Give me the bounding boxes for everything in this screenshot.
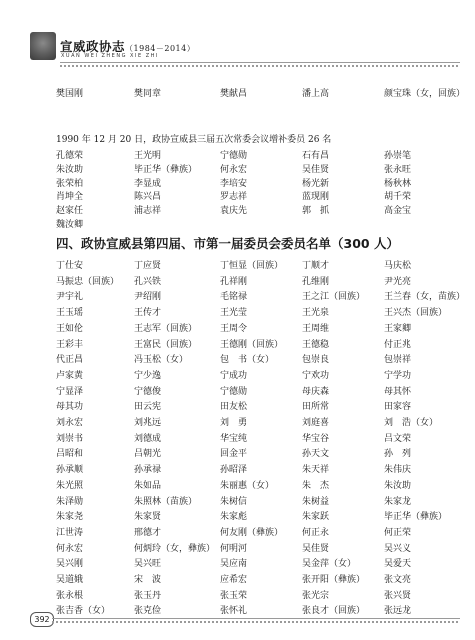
member-name: 张永根 [56, 590, 84, 601]
member-name: 王家卿 [384, 323, 412, 334]
cppcc-emblem-icon [30, 32, 56, 60]
member-name: 母其功 [56, 402, 84, 413]
member-name: 朱泽勋 [56, 496, 84, 507]
member-name: 张吉香（女） [56, 606, 111, 617]
member-name: 王兰春（女，苗族） [384, 292, 466, 303]
member-name: 朱汝助 [56, 164, 84, 175]
member-name: 毕正华（彝族） [384, 512, 448, 523]
member-name: 何永宏 [220, 164, 248, 175]
member-name: 宁少逸 [134, 370, 162, 381]
member-name: 丁恒显（回族） [220, 261, 284, 271]
member-name: 朱丽惠（女） [220, 480, 275, 491]
member-name: 孙昭泽 [220, 465, 248, 476]
member-name: 朱家跃 [302, 512, 330, 523]
name-row [56, 274, 446, 290]
member-name: 颜宝珠（女，回族） [384, 89, 466, 99]
member-name: 刘兆远 [134, 418, 162, 428]
member-name: 潘上高 [302, 89, 330, 99]
member-name: 吕昭和 [56, 449, 84, 460]
member-name: 母庆森 [302, 386, 330, 397]
member-name: 王周维 [302, 323, 330, 334]
member-name: 邢德才 [134, 527, 162, 538]
member-name: 朱家龙 [384, 496, 412, 507]
name-row [56, 572, 446, 588]
member-name: 毕正华（彝族） [134, 164, 198, 175]
name-row [56, 588, 446, 604]
member-name: 马庆松 [384, 261, 412, 271]
member-name: 刘崇书 [56, 433, 84, 444]
member-name: 王德刚（回族） [220, 339, 284, 350]
member-name: 朱 杰 [302, 480, 330, 491]
member-name: 丁仕安 [56, 261, 84, 271]
member-name: 朱树信 [220, 496, 248, 507]
member-name: 华宝纯 [220, 433, 248, 444]
name-row [56, 541, 446, 557]
member-name: 魏汝卿 [56, 220, 84, 230]
member-name: 陈兴昌 [134, 192, 162, 203]
member-name: 李显成 [134, 178, 162, 189]
name-row [56, 368, 446, 384]
member-name: 孙 列 [384, 449, 412, 460]
member-name: 朱光照 [56, 480, 84, 491]
member-name: 宁德勋 [220, 386, 248, 397]
member-name: 丁顺才 [302, 261, 330, 271]
page-header [30, 38, 460, 64]
member-name: 樊献昌 [220, 89, 248, 99]
member-name: 卢家黄 [56, 370, 84, 381]
member-name: 朱天祥 [302, 465, 330, 476]
member-name: 宁学功 [384, 370, 412, 381]
member-name: 应希宏 [220, 575, 248, 585]
book-title: 宣威政协志（1984－2014） [60, 39, 196, 54]
member-name: 吴道娥 [56, 575, 84, 585]
member-name: 胡千荣 [384, 192, 412, 203]
member-name: 高金宝 [384, 206, 412, 217]
member-name: 田所常 [302, 402, 330, 413]
page-footer [30, 612, 460, 626]
name-row [56, 352, 446, 368]
member-name: 华宝谷 [302, 433, 330, 444]
added-members-note: 1990 年 12 月 20 日，政协宣威县三届五次常委会议增补委员 26 名 [56, 135, 332, 145]
member-name: 孙天文 [302, 449, 330, 460]
member-name: 王传才 [134, 308, 162, 319]
member-name: 包崇良 [302, 355, 330, 366]
member-name: 尹宇礼 [56, 292, 84, 303]
member-name: 宁德勋 [220, 151, 248, 161]
member-name: 王周令 [220, 323, 248, 334]
member-name: 张文亮 [384, 575, 412, 585]
name-row [56, 478, 446, 494]
member-name: 回金平 [220, 449, 248, 460]
member-name: 吴应南 [220, 559, 248, 570]
member-name: 王光泉 [302, 308, 330, 319]
member-name: 王光明 [134, 151, 162, 161]
name-row [56, 509, 446, 525]
book-years: （1984－2014） [125, 44, 196, 53]
member-name: 张兴贤 [384, 590, 412, 601]
member-name: 宁德俊 [134, 386, 162, 397]
member-name: 王富民（回族） [134, 339, 198, 350]
name-row [56, 258, 446, 274]
member-name: 张克俭 [134, 606, 162, 617]
member-name: 王如伦 [56, 323, 84, 334]
member-name: 张光宗 [302, 590, 330, 601]
member-name: 母其怀 [384, 386, 412, 397]
member-name: 吴兴旺 [134, 559, 162, 570]
member-name: 尹光亮 [384, 276, 412, 287]
member-name: 吴佳贤 [302, 164, 330, 175]
name-row [56, 415, 446, 431]
member-name: 王光莹 [220, 308, 248, 319]
member-name: 张良才（回族） [302, 606, 366, 617]
member-name: 袁庆先 [220, 206, 248, 217]
footer-dotted-rule [52, 621, 460, 623]
member-name: 王德稳 [302, 339, 330, 350]
member-name: 王玉瑶 [56, 308, 84, 319]
member-name: 何友刚（彝族） [220, 527, 284, 538]
name-row [56, 305, 446, 321]
member-name: 郭 抓 [302, 206, 330, 217]
name-row [56, 494, 446, 510]
member-name: 吕文荣 [384, 433, 412, 444]
member-name: 刘 勇 [220, 418, 248, 428]
member-name: 罗志祥 [220, 192, 248, 203]
member-name: 丁应贤 [134, 261, 162, 271]
member-name: 刘永宏 [56, 418, 84, 428]
header-rule [60, 62, 460, 63]
member-name: 宁成功 [220, 370, 248, 381]
page-number: 392 [30, 612, 54, 627]
name-row [56, 217, 446, 233]
member-name: 杨光新 [302, 178, 330, 189]
member-name: 刘 浩（女） [384, 418, 439, 428]
name-row [56, 399, 446, 415]
member-name: 肖坤全 [56, 192, 84, 203]
name-row [56, 446, 446, 462]
member-name: 吴佳贤 [302, 543, 330, 554]
member-name: 张玉荣 [220, 590, 248, 601]
member-name: 何正永 [302, 527, 330, 538]
member-name: 何明河 [220, 543, 248, 554]
member-name: 吴兴义 [384, 543, 412, 554]
member-name: 刘庭喜 [302, 418, 330, 428]
member-name: 张荣柏 [56, 178, 84, 189]
member-name: 宁显泽 [56, 386, 84, 397]
member-name: 刘德成 [134, 433, 162, 444]
member-name: 何正荣 [384, 527, 412, 538]
member-name: 樊国刚 [56, 89, 84, 99]
member-name: 张远龙 [384, 606, 412, 617]
member-name: 朱树益 [302, 496, 330, 507]
member-name: 付正兆 [384, 339, 412, 350]
footer-rule [52, 618, 460, 619]
member-name: 张玉丹 [134, 590, 162, 601]
member-name: 浦志祥 [134, 206, 162, 217]
member-name: 孔德荣 [56, 151, 84, 161]
member-name: 马振忠（回族） [56, 276, 120, 287]
member-name: 代正昌 [56, 355, 84, 366]
member-name: 宁欢功 [302, 370, 330, 381]
member-name: 张开阳（彝族） [302, 575, 366, 585]
member-name: 尹绍刚 [134, 292, 162, 303]
name-row [56, 289, 466, 305]
member-name: 朱家贤 [134, 512, 162, 523]
member-name: 樊同章 [134, 89, 162, 99]
member-name: 田家容 [384, 402, 412, 413]
member-name: 何炳玲（女，彝族） [134, 543, 216, 554]
member-name: 江世涛 [56, 527, 84, 538]
name-row [56, 321, 446, 337]
member-name: 包崇祥 [384, 355, 412, 366]
member-name: 王之江（回族） [302, 292, 366, 303]
member-name: 田云宪 [134, 402, 162, 413]
member-name: 张永旺 [384, 164, 412, 175]
member-name: 宋 波 [134, 575, 162, 585]
member-name: 孙崇笔 [384, 151, 412, 161]
member-name: 何永宏 [56, 543, 84, 554]
member-name: 朱如品 [134, 480, 162, 491]
member-name: 吴金萍（女） [302, 559, 357, 570]
name-row [56, 431, 446, 447]
member-name: 王兴杰（回族） [384, 308, 448, 319]
member-name: 王志军（回族） [134, 323, 198, 334]
member-name: 孙承顺 [56, 465, 84, 476]
member-name: 孔祥刚 [220, 276, 248, 287]
member-name: 杨秋林 [384, 178, 412, 189]
member-name: 王彩丰 [56, 339, 84, 350]
member-name: 赵家任 [56, 206, 84, 217]
header-dotted-rule [60, 65, 460, 67]
member-name: 吴爱天 [384, 559, 412, 570]
member-name: 孔维刚 [302, 276, 330, 287]
name-row-top [56, 86, 466, 102]
member-name: 朱汝助 [384, 480, 412, 491]
member-name: 石有昌 [302, 151, 330, 161]
member-name: 张怀礼 [220, 606, 248, 617]
member-name: 毛铭禄 [220, 292, 248, 303]
member-name: 孙承禄 [134, 465, 162, 476]
member-name: 蓝现刚 [302, 192, 330, 203]
member-name: 朱照林（苗族） [134, 496, 198, 507]
member-name: 朱家尧 [56, 512, 84, 523]
member-name: 朱家彪 [220, 512, 248, 523]
member-name: 吴兴刚 [56, 559, 84, 570]
member-name: 吕朝光 [134, 449, 162, 460]
name-row [56, 525, 446, 541]
member-name: 田友松 [220, 402, 248, 413]
member-name: 李培安 [220, 178, 248, 189]
name-row [56, 384, 446, 400]
name-row [56, 462, 446, 478]
member-name: 冯玉松（女） [134, 355, 189, 366]
member-name: 孔兴铁 [134, 276, 162, 287]
name-row [56, 556, 446, 572]
member-name: 朱伟庆 [384, 465, 412, 476]
member-name: 包 书（女） [220, 355, 275, 366]
book-title-pinyin: XUAN WEI ZHENG XIE ZHI [61, 53, 159, 59]
name-row [56, 337, 446, 353]
section-title: 四、政协宣威县第四届、市第一届委员会委员名单（300 人） [56, 236, 399, 251]
